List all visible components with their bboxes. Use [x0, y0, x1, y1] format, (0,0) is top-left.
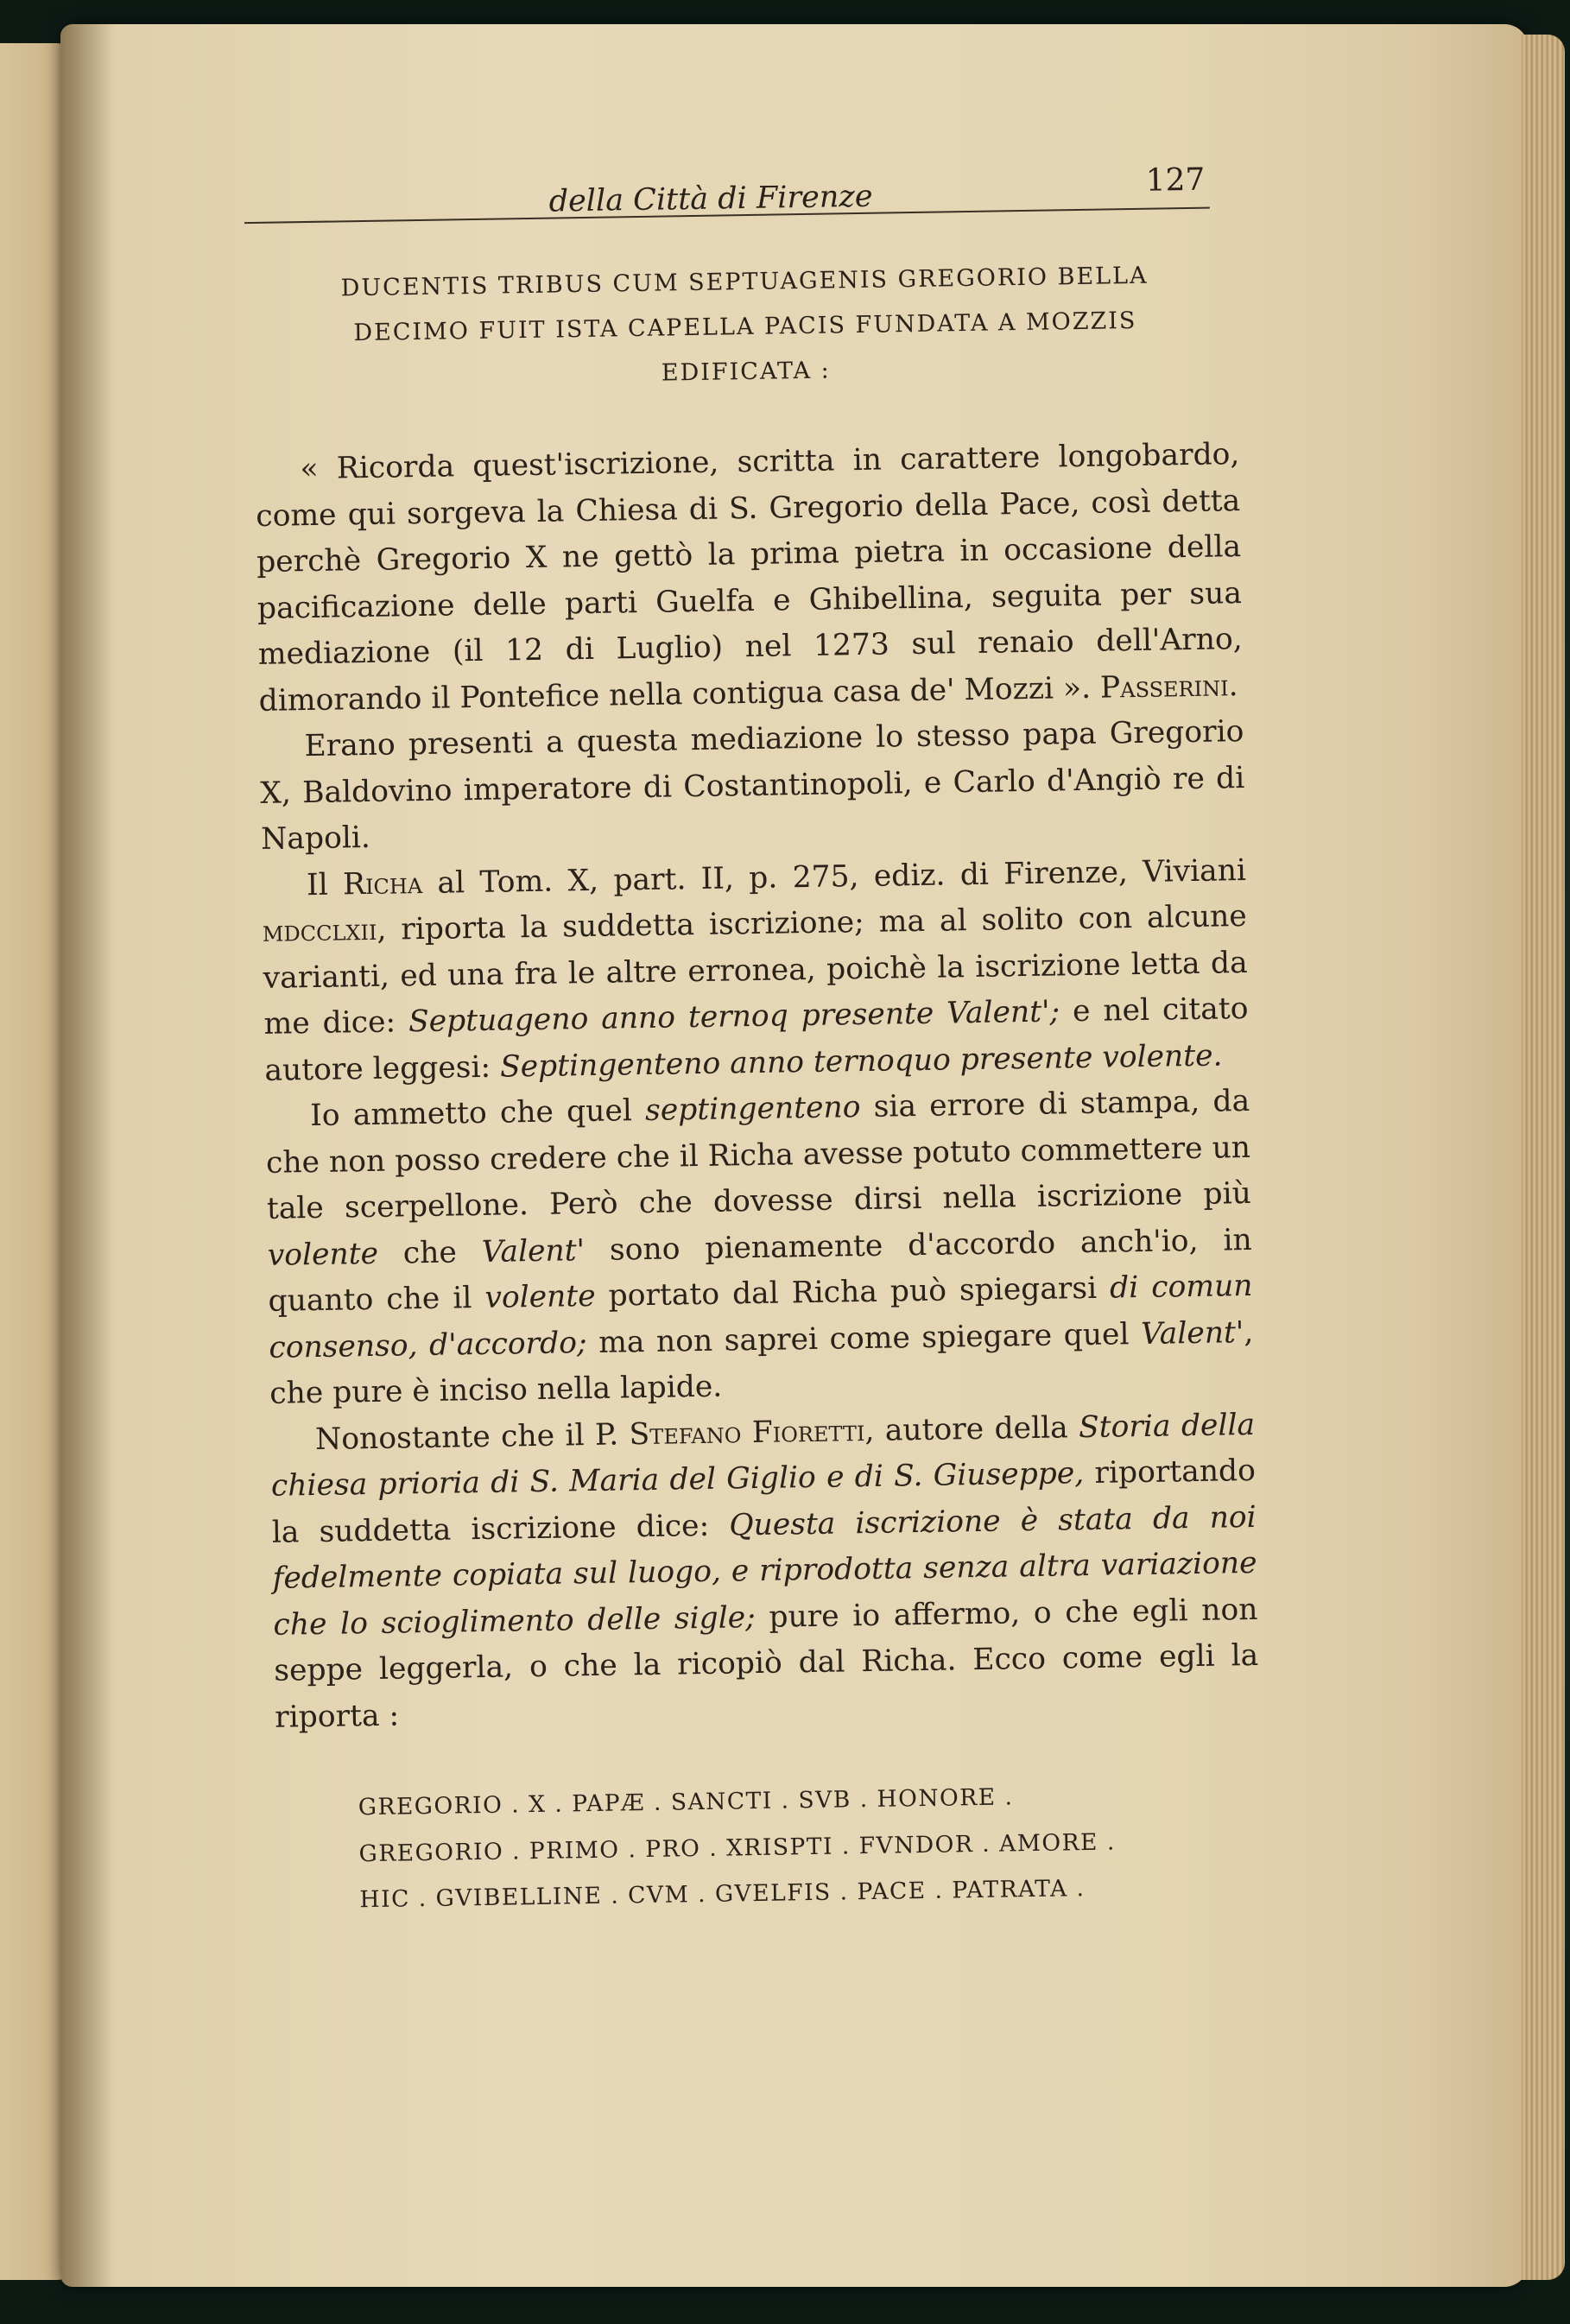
paragraph-quote: « Ricorda quest'iscrizione, scritta in carattere longobardo, come qui sorgeva la Chiesa di S. Gregorio della Pace, così detta perchè Gregorio X ne gettò la prima pietra in occasione della pacificazione delle parti Guelfa e Ghibellina, seguita per sua mediazione (il 12 di Luglio) nel 1273 sul renaio dell'Arno, dimorando il Pontefice nella contigua casa de' Mozzi ». Passerini. — [256, 437, 1244, 719]
inscription-line: DUCENTIS TRIBUS CUM SEPTUAGENIS GREGORIO BELLA — [340, 262, 1149, 302]
inscription-line: HIC . GVIBELLINE . CVM . GVELFIS . PACE . PATRATA . — [359, 1875, 1086, 1914]
inscription-top — [252, 252, 1238, 402]
inscription-line: DECIMO FUIT ISTA CAPELLA PACIS FUNDATA A MOZZIS — [353, 307, 1137, 347]
inscription-line: GREGORIO . PRIMO . PRO . XRISPTI . FVNDOR . AMORE . — [358, 1828, 1116, 1867]
page-content — [250, 153, 1263, 1924]
running-title: della Città di Firenze — [548, 179, 873, 219]
spine-shadow — [60, 24, 112, 2287]
page-number: 127 — [1145, 161, 1206, 199]
author-name: Stefano Fioretti — [629, 1413, 865, 1452]
inscription-line: GREGORIO . X . PAPÆ . SANCTI . SVB . HONORE . — [358, 1783, 1014, 1821]
paragraph: Nonostante che il P. Stefano Fioretti, autore della Storia della chiesa prioria di S. Maria del Giglio e di S. Giuseppe, riportando la suddetta iscrizione dice: Questa iscrizione è stata da noi fedelmente copiata sul luogo, e riprodotta senza altra variazione che lo scioglimento delle sigle; pure io affermo, o che egli non seppe leggerla, o che la ricopiò dal Richa. Ecco come egli la riporta : — [270, 1407, 1259, 1735]
page-stack-edge — [1522, 35, 1565, 2280]
paragraph: Il Richa al Tom. X, part. II, p. 275, ediz. di Firenze, Viviani mdcclxii, riporta la suddetta iscrizione; ma al solito con alcune varianti, ed una fra le altre erronea, poichè la iscrizione letta da me dice: Septuageno anno ternoq presente Valent'; e nel citato autore leggesi: Septingenteno anno ternoquo presente volente. — [262, 852, 1249, 1088]
inscription-line: EDIFICATA : — [661, 357, 831, 387]
author-name: Richa — [342, 865, 423, 902]
inscription-bottom — [358, 1770, 1262, 1923]
paragraph: Io ammetto che quel septingenteno sia errore di stampa, da che non posso credere che il Richa avesse potuto commettere un tale scerpellone. Però che dovesse dirsi nella iscrizione più volente che Valent' sono pienamente d'accordo anch'io, in quanto che il volente portato dal Richa può spiegarsi di comun consenso, d'accordo; ma non saprei come spiegare quel Valent', che pure è inciso nella lapide. — [265, 1083, 1254, 1411]
roman-year: mdcclxii — [262, 912, 377, 949]
author-name: Passerini. — [1099, 668, 1238, 706]
paragraph: Erano presenti a questa mediazione lo stesso papa Gregorio X, Baldovino imperatore di Costantinopoli, e Carlo d'Angiò re di Napoli. — [260, 714, 1245, 857]
